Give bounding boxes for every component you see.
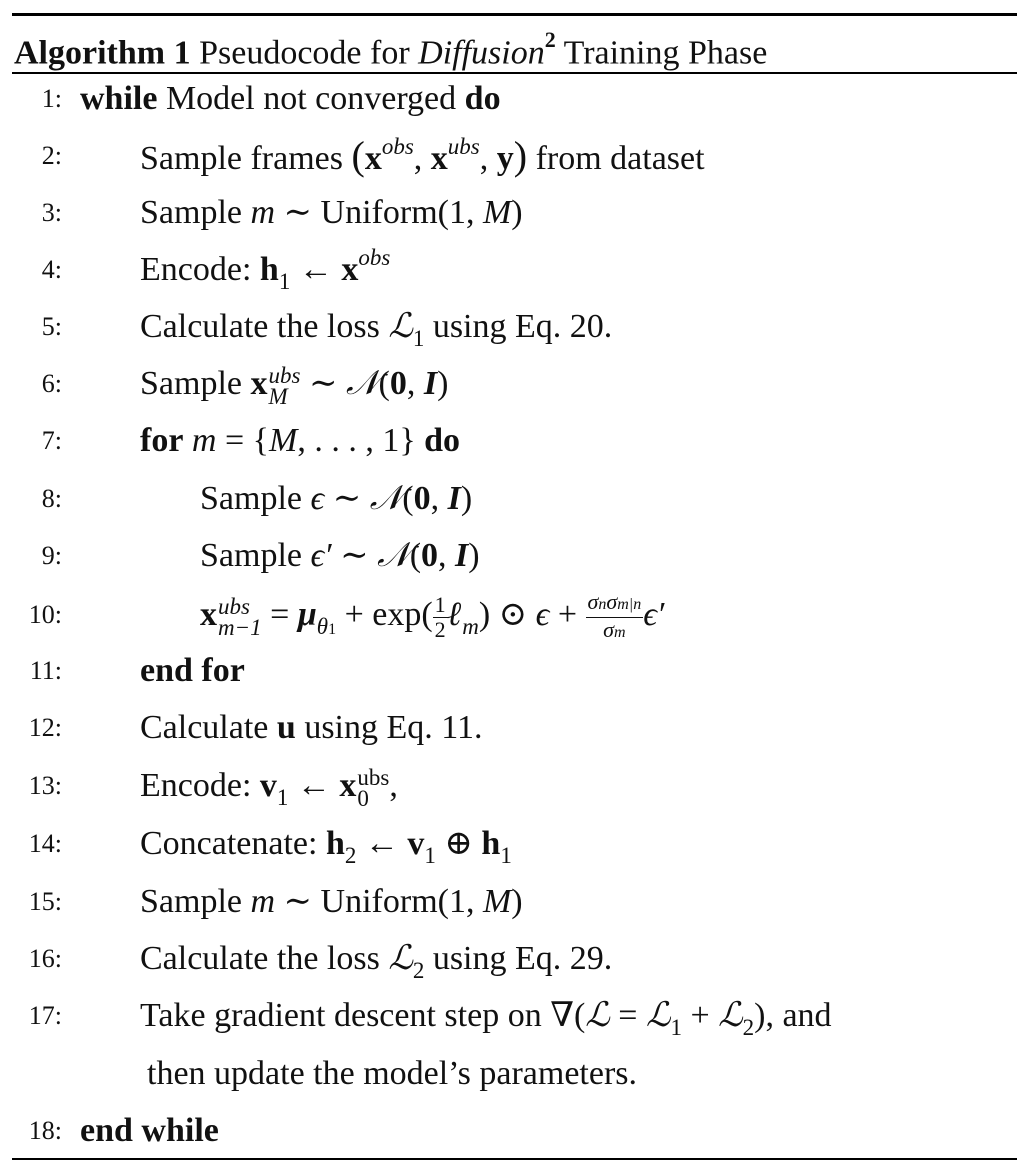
- math: h: [259, 251, 279, 288]
- line-statement: then update the model’s parameters.: [147, 1055, 637, 1092]
- math: I: [455, 537, 469, 574]
- line-number: 17:: [28, 1001, 62, 1030]
- line-number: 13:: [28, 771, 62, 800]
- math: 0: [413, 480, 431, 517]
- math: x: [364, 140, 382, 177]
- line-statement: [80, 1102, 219, 1159]
- math: ubs M: [268, 363, 301, 410]
- math-fraction: $\frac{1}{2}$: [434, 591, 446, 642]
- text: Uniform: [320, 194, 438, 231]
- text: Sample: [140, 194, 242, 231]
- math: y: [496, 140, 514, 177]
- math: ℒ: [388, 306, 413, 346]
- line-number: 8:: [41, 484, 62, 513]
- math: ℓ: [447, 596, 463, 633]
- top-rule: [12, 13, 1017, 16]
- text: Calculate the loss: [140, 940, 380, 977]
- math: x: [341, 251, 359, 288]
- math: 𝒩: [377, 535, 410, 575]
- text: Encode:: [140, 251, 252, 288]
- line-statement: [140, 930, 612, 990]
- line-statement: [140, 642, 245, 699]
- math: ϵ′: [643, 596, 665, 633]
- keyword-for: for: [201, 652, 245, 689]
- line-statement: Sample m ∼ Uniform(1, M): [140, 194, 523, 231]
- line-number: 10:: [28, 600, 62, 629]
- text: Sample: [140, 883, 242, 920]
- math: M: [482, 883, 512, 920]
- algorithm-line-10: [0, 586, 1024, 643]
- math: 2: [412, 958, 425, 983]
- math: exp: [372, 596, 422, 633]
- math: μ: [297, 596, 317, 633]
- algorithm-line-4: [0, 241, 1024, 298]
- line-statement: Sample frames ($x^{obs}$, $x^{ubs}$, y) from dataset: [140, 133, 705, 178]
- line-number: 15:: [28, 887, 62, 916]
- math: m: [191, 422, 217, 459]
- keyword-do: do: [424, 422, 461, 459]
- text: Calculate: [140, 709, 269, 746]
- keyword-end: end: [80, 1112, 133, 1149]
- text: frames: [250, 140, 343, 177]
- math-fraction: $\frac{\text{σnσm|n}}{\sigma m}$: [587, 588, 642, 642]
- algorithm-line-9: [0, 527, 1024, 584]
- math: ℒ: [388, 938, 413, 978]
- algorithm-line-3: [0, 184, 1024, 241]
- title-name: Diffusion: [418, 34, 545, 72]
- line-statement: Encode: $h_1$ ← $x^{obs}$: [140, 245, 391, 294]
- line-number: 9:: [41, 541, 62, 570]
- math: obs: [358, 245, 391, 270]
- algorithm-line-17: [0, 987, 1024, 1044]
- algorithm-line-15: [0, 873, 1024, 930]
- algorithm-line-12: [0, 699, 1024, 756]
- algorithm-line-18: [0, 1102, 1024, 1159]
- title-superscript: 2: [544, 27, 556, 52]
- math: M: [482, 194, 512, 231]
- text: Sample: [200, 480, 302, 517]
- line-number: 18:: [28, 1116, 62, 1145]
- line-number: 1:: [41, 84, 62, 113]
- math: v: [407, 825, 425, 862]
- algorithm-label: Algorithm 1: [14, 34, 191, 72]
- text: from dataset: [535, 140, 705, 177]
- algorithm-line-11: [0, 642, 1024, 699]
- text: using Eq. 11.: [304, 709, 483, 746]
- math: ϵ: [535, 596, 550, 633]
- text: Sample: [140, 365, 242, 402]
- math: ℒ: [585, 995, 610, 1035]
- line-statement: x ubs m−1 = $\mu_{\theta 1} + \exp$( $\frac{1}{2}$ ℓ$_m$) ⊙ ϵ + $\frac{\text{σnσm|n}}{\sigma m}$ ϵ′: [200, 586, 664, 649]
- math: 𝒩: [369, 478, 403, 518]
- line-number: 12:: [28, 713, 62, 742]
- line-statement: for m = {M, . . . , 1} do: [140, 422, 461, 459]
- line-statement: Sample x ubs M ∼ 𝒩(0, I): [140, 363, 449, 410]
- line-number: 3:: [41, 198, 62, 227]
- algorithm-line-16: [0, 930, 1024, 987]
- keyword-end: end: [140, 652, 193, 689]
- text: Calculate the loss: [140, 308, 380, 345]
- math: obs: [381, 134, 414, 159]
- algorithm-line-2: [0, 127, 1024, 184]
- line-number: 7:: [41, 426, 62, 455]
- math: I: [447, 480, 461, 517]
- text: Take gradient descent step on: [140, 997, 542, 1034]
- line-statement: Sample m ∼ Uniform(1, M): [140, 883, 523, 920]
- math: 0: [421, 537, 439, 574]
- text: using Eq. 20.: [432, 308, 613, 345]
- algorithm-line-5: [0, 298, 1024, 355]
- text: Uniform: [320, 883, 438, 920]
- math: 𝒩: [345, 363, 379, 403]
- math: 2: [742, 1015, 755, 1040]
- math: θ1: [316, 614, 337, 639]
- text: using Eq. 29.: [432, 940, 613, 977]
- text: Encode:: [140, 767, 252, 804]
- title-suffix: Training Phase: [563, 34, 768, 72]
- math: ubs: [447, 134, 480, 159]
- line-number: 16:: [28, 944, 62, 973]
- algorithm-line-1: [0, 70, 1024, 127]
- bottom-rule: [12, 1158, 1017, 1160]
- math: 0: [389, 365, 407, 402]
- line-statement: [140, 298, 612, 358]
- math: 1: [670, 1015, 682, 1040]
- math: ℒ: [718, 995, 743, 1035]
- algorithm-line-17-continuation: [0, 1045, 1024, 1102]
- text: Sample: [140, 140, 242, 177]
- line-number: 6:: [41, 369, 62, 398]
- line-statement: Concatenate: $h_2$ ← $v_1$ ⊕ $h_1$: [140, 825, 512, 868]
- title-prefix: Pseudocode for: [199, 34, 410, 72]
- math: ϵ′: [310, 537, 332, 574]
- algorithm-line-8: [0, 470, 1024, 527]
- math: x: [200, 596, 217, 633]
- math: (: [351, 133, 365, 178]
- math: M: [268, 422, 298, 459]
- line-statement: [80, 70, 501, 127]
- keyword-while: while: [80, 80, 158, 117]
- text: Sample: [200, 537, 302, 574]
- text: Model not converged: [165, 80, 457, 117]
- math: ): [513, 133, 528, 178]
- math: 2: [344, 843, 357, 868]
- math: I: [423, 365, 438, 402]
- line-statement: [140, 699, 483, 756]
- math: m: [250, 883, 276, 920]
- math: x: [250, 365, 268, 402]
- math: h: [325, 825, 345, 862]
- math: m: [462, 614, 479, 639]
- math: u: [276, 709, 296, 746]
- keyword-while: while: [141, 1112, 219, 1149]
- math: ℒ: [645, 995, 671, 1035]
- line-statement: Sample ϵ′ ∼ 𝒩(0, I): [200, 535, 480, 575]
- text: Concatenate:: [140, 825, 318, 862]
- math: 1: [424, 843, 436, 868]
- line-statement: Sample ϵ ∼ 𝒩(0, I): [200, 478, 473, 518]
- algorithm-header: [14, 20, 768, 72]
- math: 1: [500, 843, 512, 868]
- math: 1: [412, 326, 425, 351]
- keyword-for: for: [140, 422, 184, 459]
- line-number: 4:: [41, 255, 62, 284]
- line-statement: Take gradient descent step on ∇(ℒ = ℒ$_1$ + ℒ$_2$), and: [140, 995, 832, 1040]
- math: h: [481, 825, 501, 862]
- algorithm-line-14: [0, 815, 1024, 872]
- math: m: [250, 194, 276, 231]
- math: ubs m−1: [218, 594, 262, 641]
- text: , and: [765, 997, 832, 1034]
- line-number: 11:: [29, 656, 62, 685]
- algorithm-line-13: [0, 757, 1024, 814]
- line-number: 5:: [41, 312, 62, 341]
- math: x: [339, 767, 357, 804]
- math: x: [430, 140, 448, 177]
- math: 1: [276, 785, 289, 810]
- math: ubs 0: [357, 765, 390, 812]
- line-number: 2:: [41, 141, 62, 170]
- algorithm-line-6: [0, 355, 1024, 412]
- line-number: 14:: [28, 829, 62, 858]
- keyword-do: do: [464, 80, 501, 117]
- algorithm-line-7: [0, 412, 1024, 469]
- math: 1: [278, 269, 291, 294]
- math: ϵ: [310, 480, 325, 517]
- line-statement: Encode: $v_1$ ← x ubs 0 ,: [140, 765, 398, 812]
- math: v: [259, 767, 277, 804]
